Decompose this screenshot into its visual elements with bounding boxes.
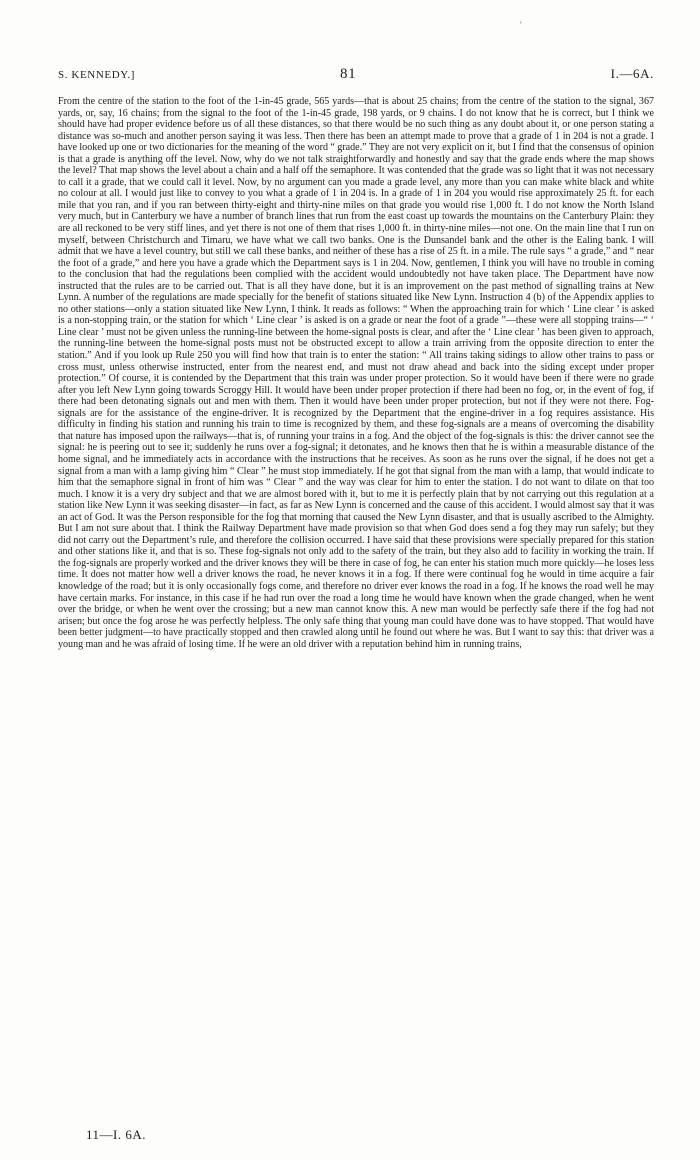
page-number: 81 — [340, 66, 357, 82]
header-author: S. KENNEDY.] — [58, 69, 135, 81]
page-header — [58, 66, 654, 88]
body-text — [58, 96, 654, 650]
document-reference: I.—6A. — [610, 66, 654, 81]
paragraph: From the centre of the station to the foot of the 1-in-45 grade, 565 yards—that is about 25 chains; from the centre of the station to the signal, 367 yards, or, say, 16 chains; from the signal to the foot of the 1-in-45 grade, 198 yards, or 9 chains. I do not know that he is correct, but I think we should have had proper evidence before us of all these distances, so that there would be no such thing as any doubt about it, or one person stating a distance was so-much and another person saying it was less. Then there has been an attempt made to prove that a grade of 1 in 204 is not a grade. I have looked up one or two dictionaries for the meaning of the word “ grade.” They are not very explicit on it, but I find that the consensus of opinion is that a grade is anything off the level. Now, why do we not talk straightforwardly and honestly and say that the grade ends where the map shows the level? That map shows the level about a chain and a half off the semaphore. It was contended that the grade was so light that it was not necessary to call it a grade, that we could call it level. Now, by no argument can you made a grade level, any more than you can make white black and white no colour at all. I would just like to convey to you what a grade of 1 in 204 is. In a grade of 1 in 204 you would rise approximately 25 ft. for each mile that you ran, and if you ran between thirty-eight and thirty-nine miles on that grade you would rise 1,000 ft. I do not know the North Island very much, but in Canterbury we have a number of branch lines that run from the east coast up towards the mountains on the Canterbury Plain: they are all reckoned to be very stiff lines, and yet there is not one of them that rises 1,000 ft. in thirty-nine miles—not one. On the main line that I run on myself, between Christchurch and Timaru, we have what we call two banks. One is the Dunsandel bank and the other is the Ealing bank. I will admit that we have a level country, but still we call these banks, and neither of these has a rise of 25 ft. in a mile. The rule says “ a grade,” and “ near the foot of a grade,” and here you have a grade which the Department says is 1 in 204. Now, gentlemen, I think you will have no trouble in coming to the conclusion that had the regulations been complied with the accident would undoubtedly not have taken place. The Department have now instructed that the rules are to be carried out. That is all they have done, but it is an improvement on the past method of signalling trains at New Lynn. A number of the regulations are made specially for the benefit of stations situated like New Lynn. Instruction 4 (b) of the Appendix applies to no other stations—only a station situated like New Lynn, I think. It reads as follows: “ When the approaching train for which ‘ Line clear ’ is asked is a non-stopping train, or the station for which ‘ Line clear ’ is asked is on a grade or near the foot of a grade ”—these were all stopping trains—“ ‘ Line clear ’ must not be given unless the running-line between the home-signal posts is clear, and after the ‘ Line clear ’ has been given to approach, the running-line between the home-signal posts must not be obstructed except to allow a train arriving from the opposite direction to enter the station.” And if you look up Rule 250 you will find how that train is to enter the station: “ All trains taking sidings to allow other trains to pass or cross must, unless otherwise instructed, enter from the nearest end, and must not draw ahead and back into the siding except under proper protection.” Of course, it is contended by the Department that this train was under proper protection. So it would have been if there were no grade after you left New Lynn going towards Scroggy Hill. It would have been under proper protection if there had been no fog, or, in the event of fog, if there had been detonating signals out and men with them. Then it would have been under proper protection, but not if they were not there. Fog-signals are for the assistance of the engine-driver. It is recognized by the Department that the engine-driver in a fog requires assistance. His difficulty in finding his station and running his train to time is recognized by them, and these fog-signals are a means of overcoming the disability that nature has imposed upon the railways—that is, of running your trains in a fog. And the object of the fog-signals is this: the driver cannot see the signal: he is peering out to see it; suddenly he runs over a fog-signal; it detonates, and he knows then that he is within a measurable distance of the home signal, and he immediately acts in accordance with the instructions that he receives. As soon as he runs over the signal, if he does not get a signal from a man with a lamp giving him “ Clear ” he must stop immediately. If he got that signal from the man with a lamp, that would indicate to him that the semaphore signal in front of him was “ Clear ” and the way was clear for him to enter the station. I do not want to dilate on that too much. I know it is a very dry subject and that we are almost bored with it, but to me it is perfectly plain that by not carrying out this regulation at a station like New Lynn it was seeking disaster—in fact, as far as New Lynn is concerned and the cause of this accident. I would almost say that it was an act of God. It was the Person responsible for the fog that morning that caused the New Lynn disaster, and that is usually ascribed to the Almighty. But I am not sure about that. I think the Railway Department have made provision so that when God does send a fog they may run safely; but they did not carry out the Department’s rule, and therefore the collision occurred. I have said that these provisions were specially prepared for this station and other stations like it, and that is so. These fog-signals not only add to the safety of the train, but they also add to facility in working the train. If the fog-signals are properly worked and the driver knows they will be there in case of fog, he can enter his station much more quickly—he loses less time. It does not matter how well a driver knows the road, he never knows it in a fog. If there were continual fog he would in time acquire a fair knowledge of the road; but it is only occasionally fogs come, and therefore no driver ever knows the road in a fog. If he knows the road well he may have certain marks. For instance, in this case if he had run over the road a long time he would have known when the grade changed, when he went over the bridge, or when he went over the crossing; but a new man cannot know this. A new man would be perfectly safe there if the fog had not arisen; but once the fog arose he was perfectly helpless. The only safe thing that young man could have done was to have stopped. That would have been better judgment—to have practically stopped and then crawled along until he found out where he was. But I want to say this: that driver was a young man and he was afraid of losing time. If he were an old driver with a reputation behind him in running trains, — [58, 96, 654, 650]
page-footer: 11—I. 6A. — [86, 1127, 146, 1142]
corner-mark: ' — [520, 20, 522, 30]
